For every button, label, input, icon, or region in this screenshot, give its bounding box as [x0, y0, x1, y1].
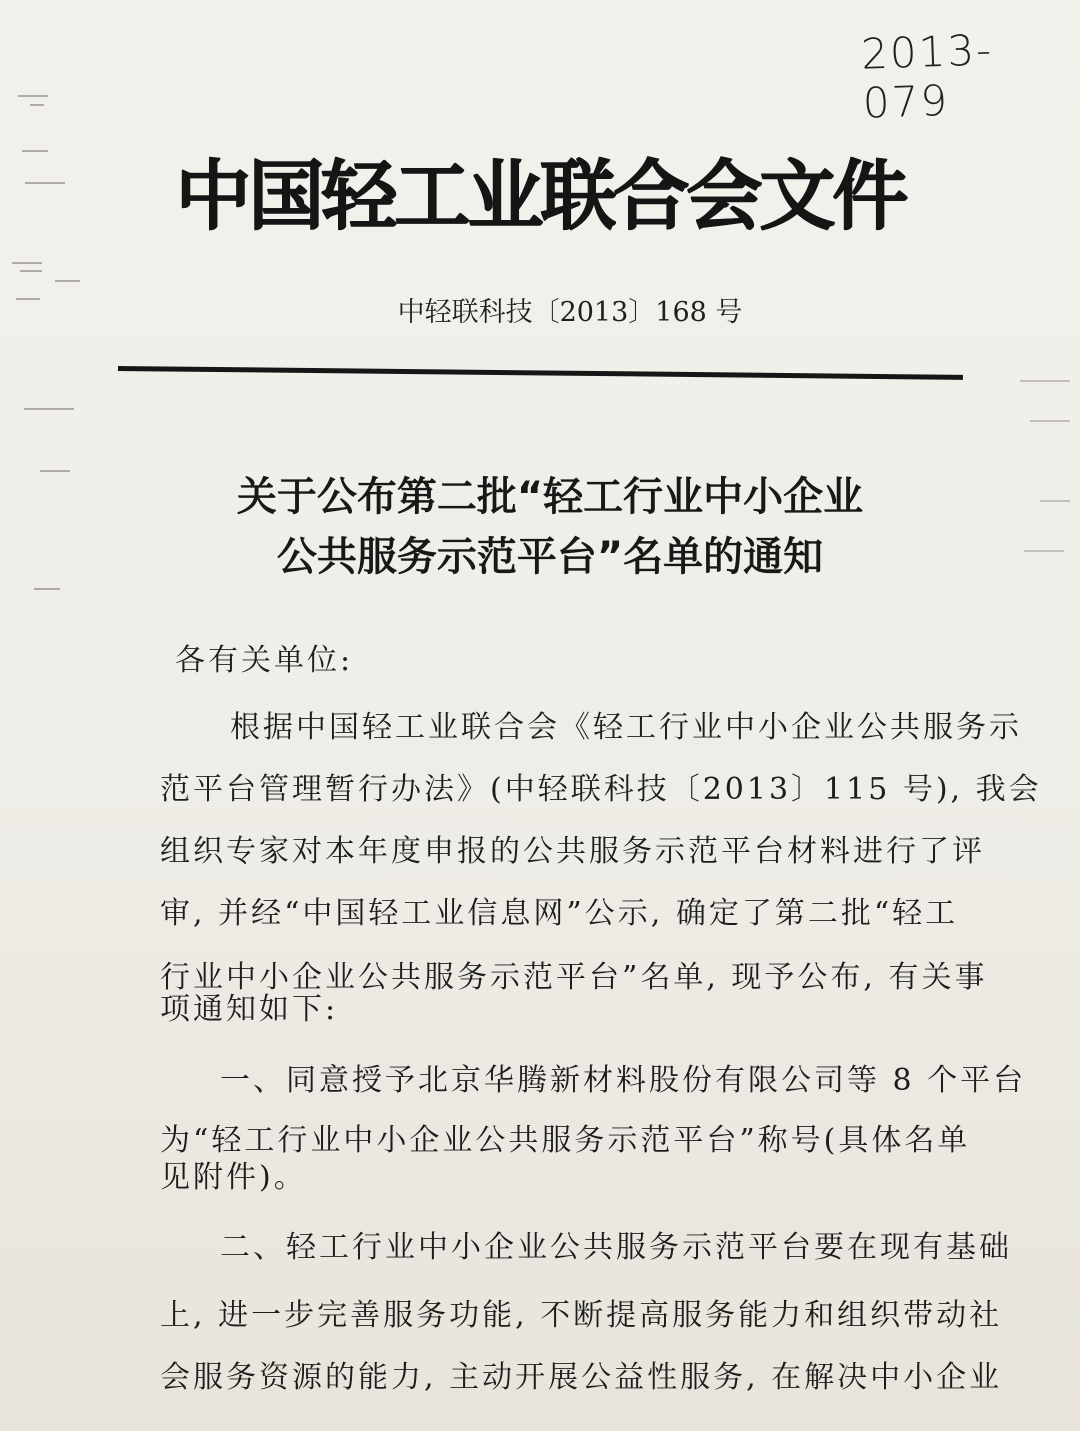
agency-title: 中国轻工业联合会文件 — [175, 151, 905, 240]
paragraph-line: 组织专家对本年度申报的公共服务示范平台材料进行了评 — [160, 834, 985, 869]
notice-heading-line-1: 关于公布第二批“轻工行业中小企业 — [236, 474, 864, 520]
paragraph-line: 会服务资源的能力, 主动开展公益性服务, 在解决中小企业 — [160, 1360, 1003, 1395]
paragraph-line: 一、同意授予北京华腾新材料股份有限公司等 8 个平台 — [220, 1063, 1027, 1098]
handwritten-reference: 2013-079 — [860, 25, 995, 128]
salutation-text: 各有关单位: — [175, 643, 354, 678]
scan-right-artifacts — [1010, 380, 1080, 680]
paragraph-line: 根据中国轻工业联合会《轻工行业中小企业公共服务示 — [230, 710, 1022, 745]
paragraph-line: 审, 并经“中国轻工业信息网”公示, 确定了第二批“轻工 — [160, 896, 959, 931]
paragraph-line: 见附件)。 — [160, 1160, 307, 1195]
paragraph-line: 二、轻工行业中小企业公共服务示范平台要在现有基础 — [220, 1230, 1012, 1265]
paragraph-line: 范平台管理暂行办法》(中轻联科技〔2013〕115 号), 我会 — [160, 772, 1042, 807]
notice-heading-line-2: 公共服务示范平台”名单的通知 — [276, 534, 824, 580]
red-header-rule — [118, 366, 963, 380]
scan-margin-artifacts — [0, 0, 90, 700]
paragraph-line: 上, 进一步完善服务功能, 不断提高服务能力和组织带动社 — [160, 1298, 1003, 1333]
paragraph-line: 项通知如下: — [160, 992, 339, 1027]
document-number: 中轻联科技〔2013〕168 号 — [397, 297, 743, 328]
paragraph-line: 为“轻工行业中小企业公共服务示范平台”称号(具体名单 — [160, 1123, 971, 1158]
paragraph-line: 行业中小企业公共服务示范平台”名单, 现予公布, 有关事 — [160, 960, 988, 995]
